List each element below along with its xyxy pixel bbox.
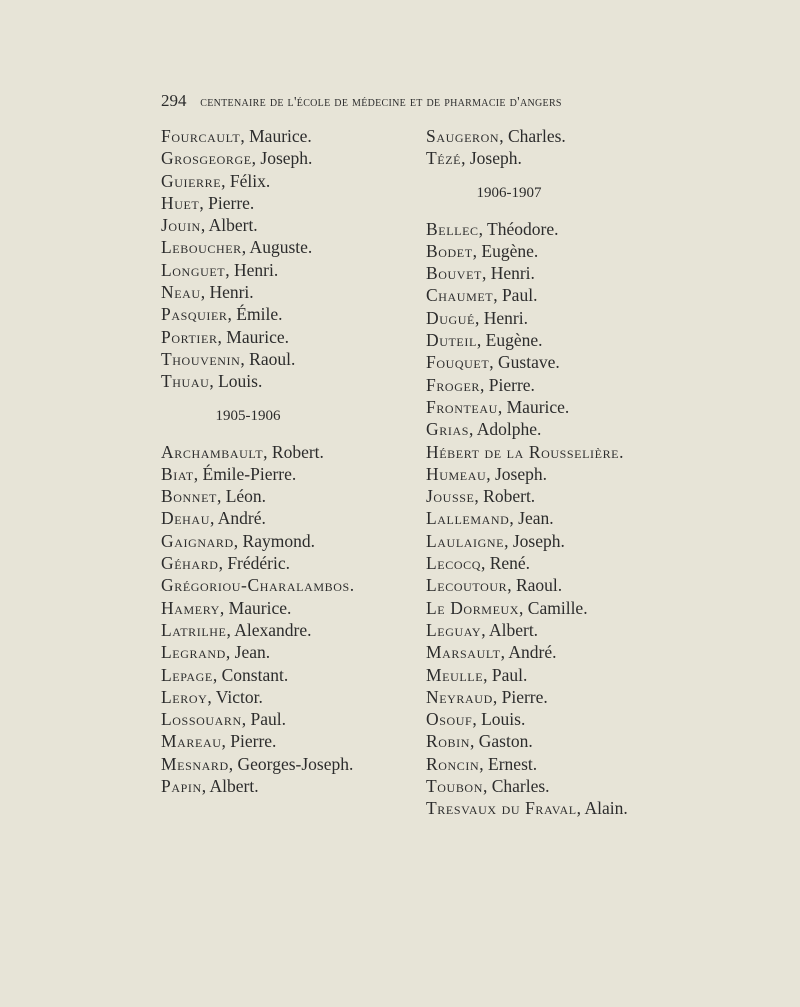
name-entry (426, 664, 686, 686)
name-entry (161, 664, 421, 686)
name-entry (161, 619, 421, 641)
entry-given-name: , Robert. (474, 486, 536, 507)
entry-given-name: , Frédéric. (218, 553, 291, 574)
entry-surname: Dugué (426, 307, 475, 328)
name-entry (426, 262, 686, 284)
entry-given-name: , Émile. (227, 304, 283, 325)
entry-given-name: , Raoul. (240, 348, 296, 369)
entry-surname: Grosgeorge (161, 148, 252, 169)
name-entry (426, 147, 686, 169)
entry-given-name: , Paul. (483, 664, 528, 685)
name-entry (161, 147, 421, 169)
name-entry (161, 348, 421, 370)
entry-surname: Duteil (426, 330, 477, 351)
entry-surname: Toubon (426, 776, 483, 797)
entry-given-name: , Auguste. (241, 237, 313, 258)
entry-surname: Meulle (426, 664, 484, 685)
entry-given-name: , Louis. (209, 371, 263, 392)
entry-surname: Bouvet (426, 263, 482, 284)
entry-given-name: , Joseph. (251, 148, 313, 169)
name-entry (161, 326, 421, 348)
name-entry (161, 281, 421, 303)
entry-surname: Bonnet (161, 486, 217, 507)
entry-surname: Archambault (161, 441, 264, 462)
entry-surname: Fourcault (161, 126, 241, 146)
name-entry (161, 370, 421, 392)
entry-given-name: , Albert. (201, 776, 259, 797)
name-entry (426, 396, 686, 418)
entry-given-name: , Louis. (472, 709, 526, 730)
name-entry (426, 351, 686, 373)
running-title: centenaire de l'école de médecine et de pharmacie d'angers (200, 95, 562, 110)
entry-given-name: , Pierre. (199, 192, 255, 213)
entry-given-name: , Adolphe. (468, 419, 542, 440)
entry-given-name: , Maurice. (217, 326, 289, 347)
entry-given-name: , Maurice. (240, 126, 312, 146)
entry-given-name: , Félix. (221, 170, 271, 191)
entry-given-name: , Joseph. (486, 463, 548, 484)
entry-surname: Fronteau (426, 396, 498, 417)
name-entry (426, 418, 686, 440)
name-entry (161, 597, 421, 619)
entry-surname: Le Dormeux (426, 597, 520, 618)
entry-given-name: , Maurice. (219, 597, 292, 618)
name-entry (426, 307, 686, 329)
entry-given-name: , Charles. (499, 126, 566, 146)
entry-given-name: , André. (500, 642, 557, 663)
entry-surname: Latrilhe (161, 619, 227, 640)
name-entry (426, 753, 686, 775)
entry-surname: Biat (161, 463, 194, 484)
entry-given-name: , Théodore. (478, 218, 559, 239)
entry-surname: Géhard (161, 553, 219, 574)
name-entry (426, 708, 686, 730)
name-entry (426, 641, 686, 663)
entry-given-name: , Gaston. (470, 731, 533, 752)
entry-surname: Lallemand (426, 508, 510, 529)
entry-surname: Lecocq (426, 553, 481, 574)
entry-surname: Grégoriou-Charalambos (161, 575, 350, 596)
entry-given-name: , Georges-Joseph. (228, 753, 354, 774)
name-entry (161, 192, 421, 214)
entry-surname: Bellec (426, 218, 479, 239)
entry-surname: Marsault (426, 642, 501, 663)
entry-surname: Legrand (161, 642, 226, 663)
entry-surname: Osouf (426, 709, 473, 730)
name-entry (161, 236, 421, 258)
entry-given-name: , Henri. (225, 259, 279, 280)
name-entry (161, 303, 421, 325)
entry-given-name: , Joseph. (461, 148, 522, 169)
entry-given-name: , Pierre. (221, 731, 277, 752)
name-entry (426, 441, 686, 463)
entry-surname: Lossouarn (161, 709, 242, 730)
name-entry (426, 574, 686, 596)
name-entry (161, 507, 421, 529)
entry-surname: Leboucher (161, 237, 242, 258)
entry-surname: Saugeron (426, 126, 500, 146)
entry-given-name: . (349, 575, 355, 596)
entry-surname: Neyraud (426, 686, 493, 707)
entry-given-name: , Constant. (212, 664, 289, 685)
entry-surname: Gaignard (161, 530, 234, 551)
entry-surname: Laulaigne (426, 530, 505, 551)
name-entry (161, 259, 421, 281)
page-number: 294 (161, 91, 187, 110)
name-entry (161, 730, 421, 752)
name-entry (426, 329, 686, 351)
page-header (161, 90, 661, 114)
entry-given-name: , Jean. (509, 508, 554, 529)
name-entry (426, 485, 686, 507)
entry-given-name: , Ernest. (479, 753, 538, 774)
entry-given-name: , Camille. (519, 597, 588, 618)
name-entry (426, 686, 686, 708)
entry-surname: Bodet (426, 240, 473, 261)
name-list-right-bottom (426, 218, 686, 820)
entry-surname: Mareau (161, 731, 222, 752)
name-entry (161, 441, 421, 463)
entry-surname: Chaumet (426, 285, 494, 306)
name-entry (161, 574, 421, 596)
entry-surname: Fouquet (426, 352, 490, 373)
name-entry (161, 641, 421, 663)
entry-surname: Jouin (161, 215, 201, 236)
entry-surname: Dehau (161, 508, 210, 529)
name-entry (161, 708, 421, 730)
entry-given-name: , Émile-Pierre. (193, 463, 297, 484)
left-column (161, 125, 421, 797)
entry-surname: Papin (161, 776, 202, 797)
entry-given-name: , Victor. (207, 686, 263, 707)
name-entry (426, 619, 686, 641)
entry-given-name: , Maurice. (497, 396, 570, 417)
name-list-left-bottom (161, 441, 421, 798)
entry-given-name: , Alain. (576, 798, 628, 819)
name-entry (426, 797, 686, 819)
name-entry (426, 530, 686, 552)
name-entry (426, 240, 686, 262)
name-entry (161, 214, 421, 236)
entry-surname: Jousse (426, 486, 475, 507)
entry-surname: Leguay (426, 619, 482, 640)
name-entry (426, 374, 686, 396)
entry-given-name: . (619, 441, 624, 462)
entry-given-name: , Paul. (241, 709, 287, 730)
entry-surname: Thuau (161, 371, 210, 392)
entry-given-name: , Eugène. (472, 240, 539, 261)
name-entry (426, 463, 686, 485)
entry-surname: Mesnard (161, 753, 229, 774)
entry-surname: Leroy (161, 686, 208, 707)
entry-given-name: , Albert. (200, 215, 258, 236)
entry-given-name: , Eugène. (476, 330, 543, 351)
name-entry (161, 775, 421, 797)
year-heading-1906-1907: 1906-1907 (476, 184, 542, 201)
entry-surname: Pasquier (161, 304, 228, 325)
entry-given-name: , Paul. (493, 285, 538, 306)
name-entry (426, 775, 686, 797)
entry-given-name: , André. (209, 508, 266, 529)
name-entry (161, 463, 421, 485)
name-entry (161, 753, 421, 775)
entry-surname: Portier (161, 326, 218, 347)
entry-surname: Tézé (426, 148, 462, 169)
entry-given-name: , Joseph. (504, 530, 565, 551)
entry-surname: Neau (161, 282, 201, 303)
name-entry (426, 218, 686, 240)
name-entry (161, 170, 421, 192)
entry-given-name: , Raymond. (233, 530, 315, 551)
entry-surname: Froger (426, 374, 481, 395)
name-entry (426, 125, 686, 147)
entry-surname: Roncin (426, 753, 480, 774)
entry-given-name: , René. (480, 553, 531, 574)
entry-surname: Huet (161, 192, 200, 213)
name-entry (426, 730, 686, 752)
entry-surname: Humeau (426, 463, 487, 484)
entry-given-name: , Pierre. (480, 374, 535, 395)
entry-surname: Thouvenin (161, 348, 241, 369)
name-list-left-top (161, 125, 421, 393)
name-entry (161, 485, 421, 507)
entry-surname: Robin (426, 731, 471, 752)
name-entry (161, 686, 421, 708)
name-entry (161, 125, 421, 147)
entry-given-name: , Albert. (481, 619, 539, 640)
name-entry (426, 552, 686, 574)
name-entry (426, 597, 686, 619)
entry-surname: Guierre (161, 170, 222, 191)
entry-given-name: , Robert. (263, 441, 324, 462)
entry-surname: Hamery (161, 597, 220, 618)
entry-given-name: , Alexandre. (226, 619, 312, 640)
entry-surname: Hébert de la Rousselière (426, 441, 620, 462)
entry-surname: Tresvaux du Fraval (426, 798, 577, 819)
entry-given-name: , Jean. (225, 642, 271, 663)
entry-given-name: , Henri. (200, 282, 254, 303)
entry-surname: Lepage (161, 664, 213, 685)
entry-given-name: , Raoul. (507, 575, 563, 596)
name-entry (161, 552, 421, 574)
entry-given-name: , Henri. (474, 307, 528, 328)
name-entry (426, 507, 686, 529)
entry-surname: Lecoutour (426, 575, 508, 596)
year-heading-1905-1906: 1905-1906 (215, 407, 281, 424)
name-list-right-top (426, 125, 686, 170)
entry-surname: Grias (426, 419, 469, 440)
entry-given-name: , Gustave. (489, 352, 560, 373)
entry-surname: Longuet (161, 259, 226, 280)
entry-given-name: , Charles. (482, 776, 550, 797)
entry-given-name: , Pierre. (492, 686, 548, 707)
entry-given-name: , Henri. (481, 263, 535, 284)
right-column (426, 125, 686, 820)
name-entry (161, 530, 421, 552)
entry-given-name: , Léon. (216, 486, 267, 507)
name-entry (426, 284, 686, 306)
